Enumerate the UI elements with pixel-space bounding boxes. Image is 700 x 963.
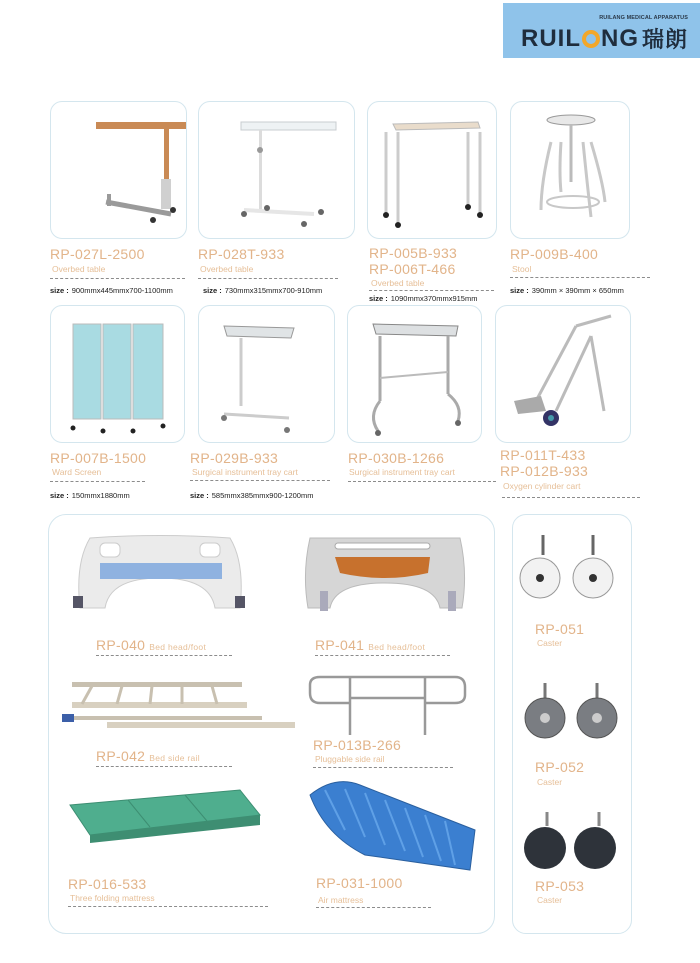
caster-051-image xyxy=(515,535,627,605)
ward-screen-image xyxy=(51,306,185,443)
stool-image xyxy=(511,102,630,239)
divider xyxy=(502,497,640,498)
divider xyxy=(68,906,268,907)
three-folding-mattress-image xyxy=(65,785,265,845)
accessory-desc: Three folding mattress xyxy=(70,893,155,903)
product-card-tray-cart-029b xyxy=(198,305,335,443)
divider xyxy=(50,481,145,482)
product-card-oxygen-cart-011t xyxy=(495,305,631,443)
divider xyxy=(369,290,494,291)
bed-head-041-image xyxy=(300,533,470,615)
product-code: RP-030B-1266 xyxy=(348,450,445,466)
accessory-desc: Air mattress xyxy=(318,895,364,905)
accessory-desc: Pluggable side rail xyxy=(315,754,385,764)
overbed-table-image xyxy=(368,102,497,239)
overbed-table-image xyxy=(199,102,355,239)
pluggable-side-rail-image xyxy=(305,673,470,735)
accessory-code: RP-040 Bed head/foot xyxy=(96,637,207,653)
air-mattress-image xyxy=(305,775,480,875)
accessory-code: RP-042 Bed side rail xyxy=(96,748,200,764)
divider xyxy=(510,277,650,278)
caster-desc: Caster xyxy=(537,638,563,648)
product-code: RP-029B-933 xyxy=(190,450,279,466)
brand-name: RUIL NG 瑞朗 xyxy=(521,24,689,53)
divider xyxy=(190,480,330,481)
product-desc: Stool xyxy=(512,264,532,274)
caster-code: RP-052 xyxy=(535,759,585,775)
divider xyxy=(315,655,450,656)
divider xyxy=(348,481,496,482)
brand-tagline: RUILANG MEDICAL APPARATUS xyxy=(599,15,688,21)
product-code: RP-028T-933 xyxy=(198,246,285,262)
bed-side-rail-image xyxy=(62,672,298,732)
product-card-stool-009b xyxy=(510,101,630,239)
product-desc: Overbed table xyxy=(371,278,425,288)
product-code-alt: RP-012B-933 xyxy=(500,463,589,479)
product-code: RP-005B-933 xyxy=(369,245,458,261)
caster-code: RP-053 xyxy=(535,878,585,894)
product-desc: Surgical instrument tray cart xyxy=(349,467,455,477)
divider xyxy=(96,766,232,767)
product-desc: Oxygen cylinder cart xyxy=(503,481,581,491)
product-card-overbed-table-028t xyxy=(198,101,355,239)
product-card-tray-cart-030b xyxy=(347,305,482,443)
tray-cart-image xyxy=(348,306,482,443)
tray-cart-image xyxy=(199,306,335,443)
caster-code: RP-051 xyxy=(535,621,585,637)
product-desc: Surgical instrument tray cart xyxy=(192,467,298,477)
product-size: size : 900mmx445mmx700-1100mm xyxy=(50,286,173,295)
product-size: size : 390mm × 390mm × 650mm xyxy=(510,286,624,295)
divider xyxy=(198,278,338,279)
caster-052-image xyxy=(515,683,627,743)
divider xyxy=(313,767,453,768)
product-size: size : 150mmx1880mm xyxy=(50,491,130,500)
accessory-code: RP-016-533 xyxy=(68,876,147,892)
divider xyxy=(96,655,232,656)
product-desc: Overbed table xyxy=(200,264,254,274)
caster-053-image xyxy=(515,812,627,874)
accessory-code: RP-013B-266 xyxy=(313,737,402,753)
product-code: RP-009B-400 xyxy=(510,246,599,262)
caster-desc: Caster xyxy=(537,895,563,905)
product-size: size : 730mmx315mmx700-910mm xyxy=(203,286,323,295)
product-size: size : 1090mmx370mmx915mm xyxy=(369,294,478,303)
product-size: size : 585mmx385mmx900-1200mm xyxy=(190,491,314,500)
accessory-code: RP-041 Bed head/foot xyxy=(315,637,426,653)
divider xyxy=(50,278,185,279)
brand-logo xyxy=(503,3,700,58)
accessory-code: RP-031-1000 xyxy=(316,875,403,891)
divider xyxy=(316,907,431,908)
caster-desc: Caster xyxy=(537,777,563,787)
oxygen-cylinder-cart-image xyxy=(496,306,631,443)
product-desc: Ward Screen xyxy=(52,467,102,477)
product-code: RP-011T-433 xyxy=(500,447,586,463)
product-code-alt: RP-006T-466 xyxy=(369,261,456,277)
bed-head-040-image xyxy=(70,533,250,615)
overbed-table-image xyxy=(51,102,187,239)
product-card-overbed-table-027l xyxy=(50,101,187,239)
logo-ring-icon xyxy=(582,30,600,48)
product-code: RP-007B-1500 xyxy=(50,450,147,466)
product-card-ward-screen-007b xyxy=(50,305,185,443)
product-desc: Overbed table xyxy=(52,264,106,274)
product-code: RP-027L-2500 xyxy=(50,246,145,262)
product-card-overbed-table-005b xyxy=(367,101,497,239)
